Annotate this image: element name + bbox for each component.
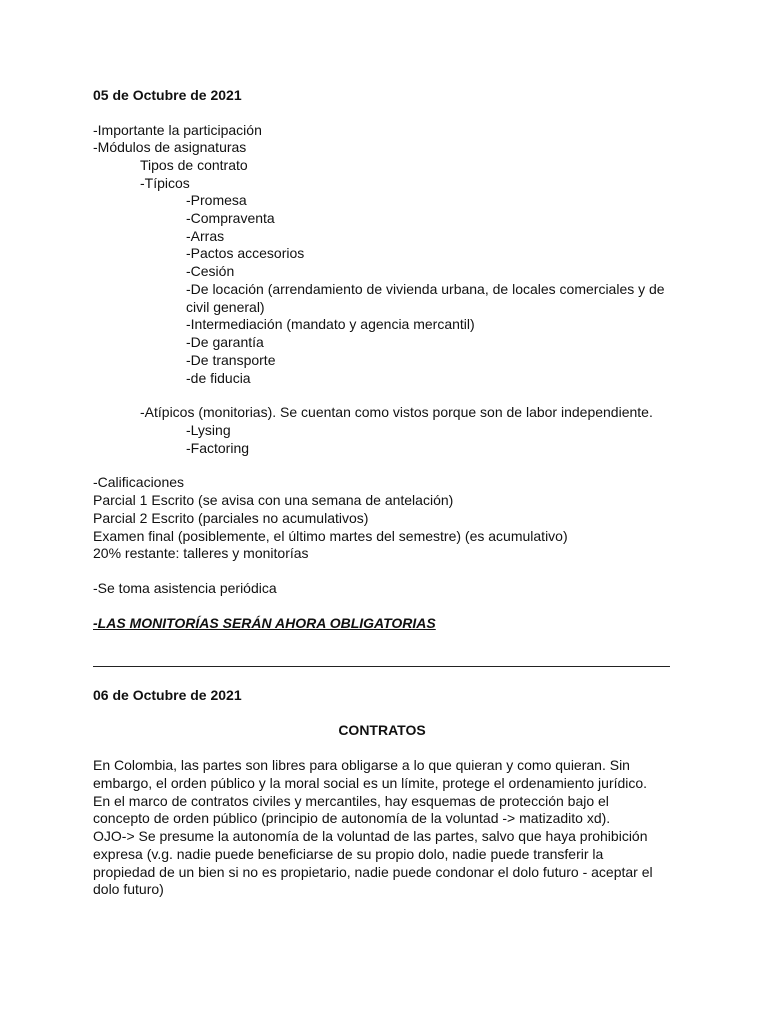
grade-item: Parcial 1 Escrito (se avisa con una semana de antelación) [93,492,454,508]
grade-item: Parcial 2 Escrito (parciales no acumulativos) [93,510,369,526]
contract-types-heading: Tipos de contrato [140,157,248,173]
list-item: -Pactos accesorios [186,245,305,261]
grades-heading: -Calificaciones [93,474,185,490]
paragraph-line: propiedad de un bien si no es propietario, nadie puede condonar el dolo futuro - aceptar el [93,864,653,880]
list-item: -Intermediación (mandato y agencia mercantil) [186,316,475,332]
paragraph-line: concepto de orden público (principio de autonomía de la voluntad -> matizadito xd). [93,810,611,826]
attendance-note: -Se toma asistencia periódica [93,580,277,596]
list-item: -De locación (arrendamiento de vivienda urbana, de locales comerciales y de [186,281,665,297]
section-title: CONTRATOS [338,722,426,738]
list-item: civil general) [186,299,265,315]
paragraph-line: embargo, el orden público y la moral social es un límite, protege el ordenamiento jurídico. [93,775,648,791]
list-item: -de fiducia [186,370,251,386]
paragraph-line: expresa (v.g. nadie puede beneficiarse de su propio dolo, nadie puede transferir la [93,846,604,862]
note-line: -Importante la participación [93,122,262,138]
list-item: -Lysing [186,422,231,438]
paragraph-line: En Colombia, las partes son libres para obligarse a lo que quieran y como quieran. Sin [93,757,630,773]
session2-date: 06 de Octubre de 2021 [93,687,242,703]
list-item: -De transporte [186,352,276,368]
mandatory-notice: -LAS MONITORÍAS SERÁN AHORA OBLIGATORIAS [93,615,436,631]
paragraph-line: En el marco de contratos civiles y mercantiles, hay esquemas de protección bajo el [93,793,609,809]
list-item: -Factoring [186,440,250,456]
list-item: -Promesa [186,192,247,208]
list-item: -Cesión [186,263,235,279]
grade-item: 20% restante: talleres y monitorías [93,545,309,561]
paragraph-line: dolo futuro) [93,881,164,897]
list-item: -Arras [186,228,225,244]
atypical-heading: -Atípicos (monitorias). Se cuentan como vistos porque son de labor independiente. [140,404,653,420]
session1-date: 05 de Octubre de 2021 [93,87,242,103]
typical-heading: -Típicos [140,175,190,191]
grade-item: Examen final (posiblemente, el último martes del semestre) (es acumulativo) [93,528,568,544]
paragraph-line: OJO-> Se presume la autonomía de la voluntad de las partes, salvo que haya prohibición [93,828,648,844]
section-divider [93,666,670,667]
note-line: -Módulos de asignaturas [93,139,247,155]
list-item: -Compraventa [186,210,275,226]
list-item: -De garantía [186,334,264,350]
